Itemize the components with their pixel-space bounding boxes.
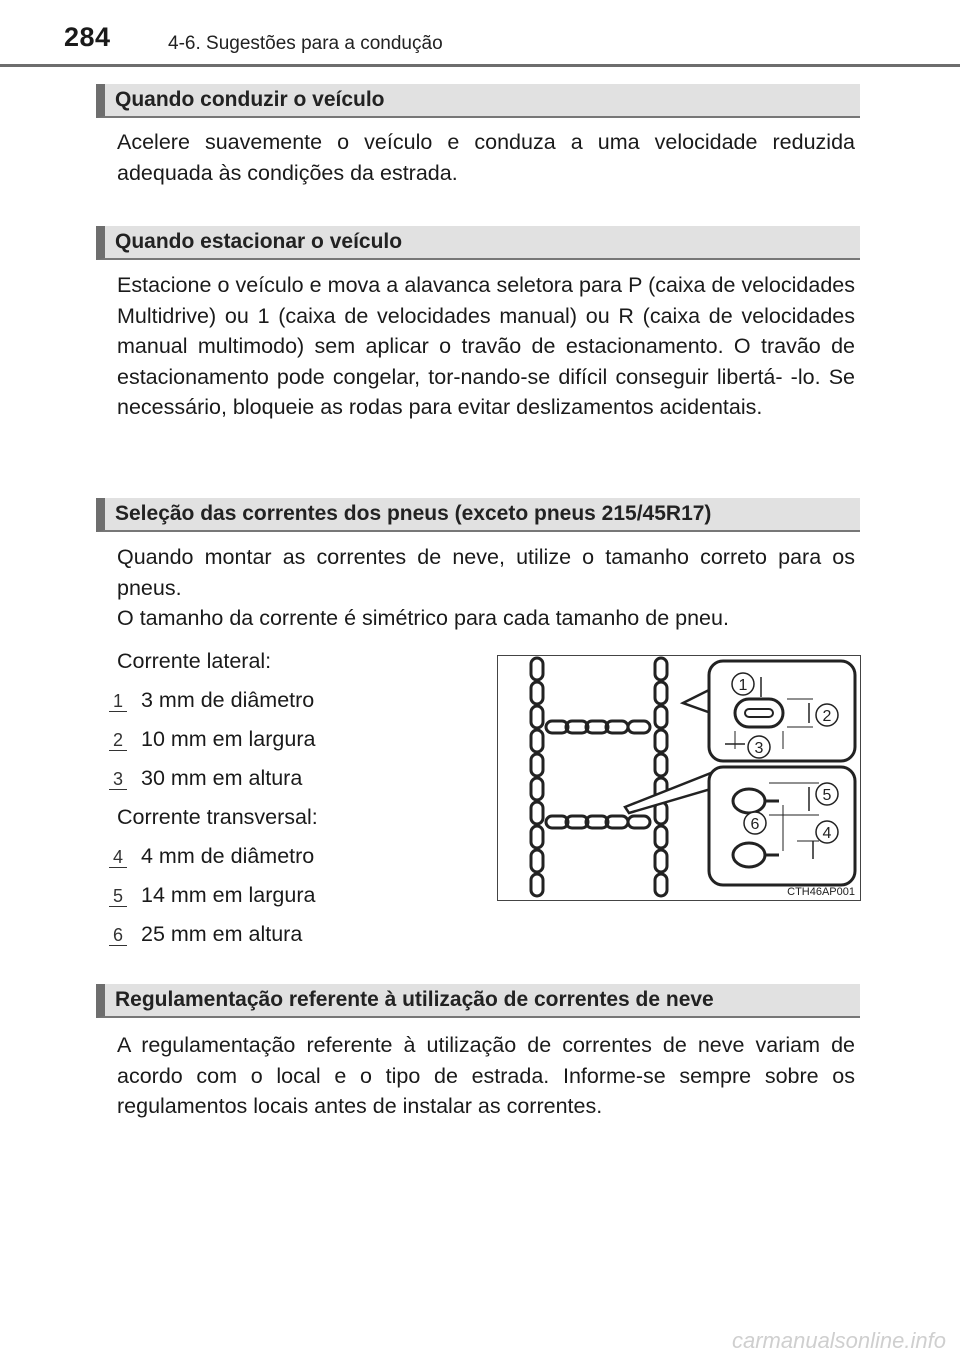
list-item — [109, 841, 314, 871]
watermark: carmanualsonline.info — [731, 1328, 946, 1353]
section-label: 4-6. Sugestões para a condução — [168, 33, 443, 54]
svg-text:2: 2 — [822, 708, 832, 725]
item-text: 25 mm em altura — [141, 922, 303, 946]
item-number: 4 — [109, 847, 127, 868]
list-item — [109, 919, 302, 949]
item-number: 6 — [109, 925, 127, 946]
paragraph-parking: Estacione o veículo e mova a alavanca seletora para P (caixa de velocidades Multidrive) ou 1 (caixa de velocidades manual) ou R (caixa de velocidades manual multimodo) sem aplicar o travão de estacionamento. O travão de estacionamento pode congelar, tor-nando-se difícil conseguir libertá- -lo. Se necessário, bloqueie as rodas para evitar deslizamentos acidentais. — [117, 273, 855, 419]
item-text: 3 mm de diâmetro — [141, 688, 315, 712]
svg-text:1: 1 — [738, 677, 748, 694]
section-heading-regulations: Regulamentação referente à utilização de correntes de neve — [96, 984, 860, 1018]
list-item — [109, 685, 314, 715]
page-header — [0, 0, 960, 66]
item-text: 10 mm em largura — [141, 727, 316, 751]
item-number: 1 — [109, 691, 127, 712]
paragraph-driving: Acelere suavemente o veículo e conduza a uma velocidade reduzida adequada às condições da estrada. — [117, 130, 855, 185]
tire-chain-figure — [497, 655, 861, 901]
svg-text:4: 4 — [822, 825, 832, 842]
page-number: 284 — [64, 22, 111, 52]
section-heading-driving: Quando conduzir o veículo — [96, 84, 860, 118]
paragraph-chains-symmetry: O tamanho da corrente é simétrico para cada tamanho de pneu. — [117, 606, 729, 630]
side-chain-label: Corrente lateral: — [117, 649, 272, 673]
svg-text:6: 6 — [750, 816, 760, 833]
svg-text:3: 3 — [754, 740, 764, 757]
item-number: 2 — [109, 730, 127, 751]
header-rule — [0, 64, 960, 67]
figure-code: CTH46AP001 — [787, 886, 855, 898]
item-text: 30 mm em altura — [141, 766, 303, 790]
section-heading-chains: Seleção das correntes dos pneus (exceto pneus 215/45R17) — [96, 498, 860, 532]
svg-text:5: 5 — [822, 787, 832, 804]
paragraph-chains-intro: Quando montar as correntes de neve, utilize o tamanho correto para os pneus. — [117, 545, 855, 600]
list-item — [109, 880, 315, 910]
item-text: 14 mm em largura — [141, 883, 316, 907]
item-number: 3 — [109, 769, 127, 790]
item-number: 5 — [109, 886, 127, 907]
list-item — [109, 724, 315, 754]
paragraph-regulations: A regulamentação referente à utilização de correntes de neve variam de acordo com o local e o tipo de estrada. Informe-se sempre sobre os regulamentos locais antes de instalar as correntes. — [117, 1033, 855, 1118]
item-text: 4 mm de diâmetro — [141, 844, 315, 868]
cross-chain-label: Corrente transversal: — [117, 805, 318, 829]
section-heading-parking: Quando estacionar o veículo — [96, 226, 860, 260]
list-item — [109, 763, 302, 793]
